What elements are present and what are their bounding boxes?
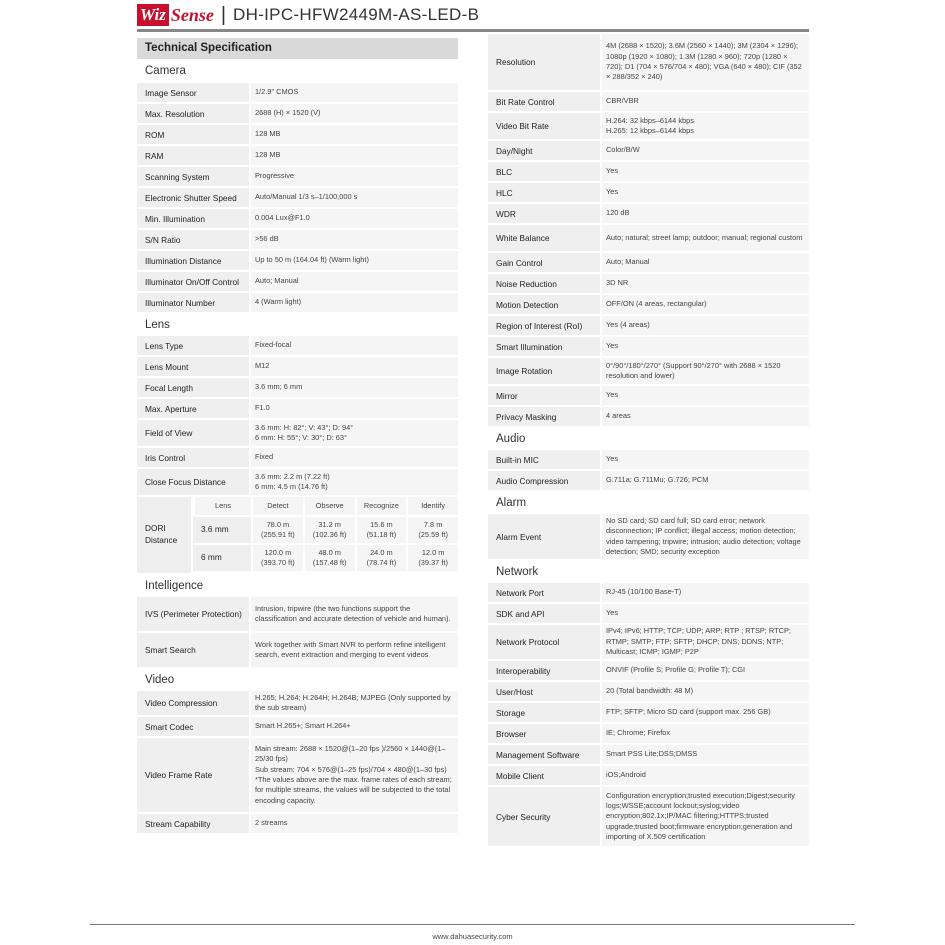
spec-row bbox=[488, 253, 809, 274]
spec-row bbox=[137, 336, 458, 357]
dori-grid bbox=[193, 497, 458, 573]
spec-value: 2 streams bbox=[251, 814, 458, 833]
spec-value: 1/2.9" CMOS bbox=[251, 83, 458, 102]
spec-row bbox=[488, 724, 809, 745]
spec-key: Cyber Security bbox=[488, 787, 600, 846]
spec-key: Lens Type bbox=[137, 336, 249, 355]
spec-value: Auto; Manual bbox=[602, 253, 809, 272]
page-header bbox=[137, 0, 837, 30]
header-divider bbox=[137, 29, 809, 32]
dori-cell: 120.0 m (393.70 ft) bbox=[251, 545, 303, 573]
video-table-right bbox=[488, 34, 809, 428]
model-name: DH-IPC-HFW2449M-AS-LED-B bbox=[233, 5, 480, 24]
spec-key: HLC bbox=[488, 183, 600, 202]
spec-row bbox=[488, 745, 809, 766]
spec-value: Smart PSS Lite;DSS;DMSS bbox=[602, 745, 809, 764]
spec-key: Bit Rate Control bbox=[488, 92, 600, 111]
spec-value: 3.6 mm; 6 mm bbox=[251, 378, 458, 397]
spec-value: Up to 50 m (164.04 ft) (Warm light) bbox=[251, 251, 458, 270]
spec-value: IPv4; IPv6; HTTP; TCP; UDP; ARP; RTP ; RTSP; RTCP; RTMP; SMTP; FTP; SFTP; DHCP; DNS; DDNS; NTP; Multicast; ICMP; IGMP; P2P bbox=[602, 625, 809, 659]
spec-row bbox=[488, 162, 809, 183]
spec-key: White Balance bbox=[488, 225, 600, 251]
spec-key: Min. Illumination bbox=[137, 209, 249, 228]
left-column bbox=[137, 38, 458, 835]
spec-row bbox=[488, 583, 809, 604]
spec-key: Management Software bbox=[488, 745, 600, 764]
spec-value: CBR/VBR bbox=[602, 92, 809, 111]
spec-value: H.265; H.264; H.264H; H.264B; MJPEG (Only supported by the sub stream) bbox=[251, 691, 458, 715]
spec-key: Alarm Event bbox=[488, 514, 600, 559]
spec-row bbox=[488, 34, 809, 92]
dori-cell: 78.0 m (255.91 ft) bbox=[251, 517, 303, 545]
spec-value: 4 areas bbox=[602, 407, 809, 426]
spec-key: Smart Illumination bbox=[488, 337, 600, 356]
spec-row bbox=[488, 386, 809, 407]
spec-value: 4 (Warm light) bbox=[251, 293, 458, 312]
audio-table bbox=[488, 450, 809, 492]
spec-row bbox=[137, 814, 458, 835]
spec-value: 2688 (H) × 1520 (V) bbox=[251, 104, 458, 123]
spec-key: Illuminator Number bbox=[137, 293, 249, 312]
spec-key: Video Bit Rate bbox=[488, 113, 600, 139]
spec-value: Intrusion, tripwire (the two functions support the classification and accurate detection of vehicle and human). bbox=[251, 597, 458, 631]
spec-value: 20 (Total bandwidth: 48 M) bbox=[602, 682, 809, 701]
spec-row bbox=[137, 691, 458, 717]
logo-box: Wiz bbox=[137, 4, 169, 26]
spec-value: ONVIF (Profile S; Profile G; Profile T); CGI bbox=[602, 661, 809, 680]
spec-row bbox=[137, 251, 458, 272]
spec-key: Audio Compression bbox=[488, 471, 600, 490]
spec-value: Yes bbox=[602, 604, 809, 623]
dori-header: Observe bbox=[303, 497, 355, 517]
spec-value: 0°/90°/180°/270° (Support 90°/270° with 2688 × 1520 resolution and lower) bbox=[602, 358, 809, 384]
spec-key: Lens Mount bbox=[137, 357, 249, 376]
spec-row bbox=[488, 358, 809, 386]
spec-row bbox=[137, 104, 458, 125]
spec-row bbox=[137, 717, 458, 738]
spec-key: Network Port bbox=[488, 583, 600, 602]
spec-key: Image Sensor bbox=[137, 83, 249, 102]
dori-label: DORI Distance bbox=[137, 497, 191, 573]
spec-row bbox=[137, 209, 458, 230]
spec-row bbox=[137, 272, 458, 293]
section-alarm: Alarm bbox=[488, 492, 809, 514]
dori-cell: 12.0 m (39.37 ft) bbox=[406, 545, 458, 573]
spec-row bbox=[488, 337, 809, 358]
dori-cell: 7.8 m (25.59 ft) bbox=[406, 517, 458, 545]
camera-table bbox=[137, 83, 458, 314]
spec-row bbox=[488, 625, 809, 661]
spec-key: Max. Aperture bbox=[137, 399, 249, 418]
spec-row bbox=[488, 225, 809, 253]
spec-row bbox=[137, 597, 458, 633]
spec-value: Auto/Manual 1/3 s–1/100,000 s bbox=[251, 188, 458, 207]
spec-row bbox=[137, 420, 458, 448]
spec-value: Smart H.265+; Smart H.264+ bbox=[251, 717, 458, 736]
spec-key: Mobile Client bbox=[488, 766, 600, 785]
spec-value: Yes bbox=[602, 450, 809, 469]
spec-row bbox=[137, 230, 458, 251]
spec-key: Field of View bbox=[137, 420, 249, 446]
spec-row bbox=[488, 604, 809, 625]
spec-value: 120 dB bbox=[602, 204, 809, 223]
spec-key: Motion Detection bbox=[488, 295, 600, 314]
dori-lens: 6 mm bbox=[193, 545, 251, 573]
dori-table bbox=[137, 497, 458, 575]
spec-row bbox=[137, 738, 458, 814]
spec-row bbox=[488, 316, 809, 337]
spec-row bbox=[137, 448, 458, 469]
spec-value: OFF/ON (4 areas, rectangular) bbox=[602, 295, 809, 314]
spec-key: Max. Resolution bbox=[137, 104, 249, 123]
spec-value: 3D NR bbox=[602, 274, 809, 293]
spec-row bbox=[488, 141, 809, 162]
right-column bbox=[488, 34, 809, 848]
spec-key: Video Compression bbox=[137, 691, 249, 715]
spec-value: F1.0 bbox=[251, 399, 458, 418]
spec-row bbox=[488, 450, 809, 471]
spec-value: Yes (4 areas) bbox=[602, 316, 809, 335]
spec-key: Electronic Shutter Speed bbox=[137, 188, 249, 207]
spec-value: Auto; Manual bbox=[251, 272, 458, 291]
spec-value: 3.6 mm: H: 82°; V: 43°; D: 94° 6 mm: H: 55°; V: 30°; D: 63° bbox=[251, 420, 458, 446]
spec-key: Storage bbox=[488, 703, 600, 722]
header-separator: | bbox=[220, 3, 227, 26]
spec-key: Built-in MIC bbox=[488, 450, 600, 469]
spec-row bbox=[137, 378, 458, 399]
spec-key: S/N Ratio bbox=[137, 230, 249, 249]
spec-value: >56 dB bbox=[251, 230, 458, 249]
spec-value: Progressive bbox=[251, 167, 458, 186]
video-table-left bbox=[137, 691, 458, 835]
spec-row bbox=[137, 146, 458, 167]
spec-row bbox=[137, 293, 458, 314]
spec-row bbox=[488, 661, 809, 682]
spec-key: Gain Control bbox=[488, 253, 600, 272]
spec-row bbox=[488, 113, 809, 141]
spec-key: Illuminator On/Off Control bbox=[137, 272, 249, 291]
spec-value: Color/B/W bbox=[602, 141, 809, 160]
spec-row bbox=[137, 399, 458, 420]
spec-key: Interoperability bbox=[488, 661, 600, 680]
spec-row bbox=[488, 407, 809, 428]
spec-key: Resolution bbox=[488, 34, 600, 90]
spec-value: FTP; SFTP; Micro SD card (support max. 256 GB) bbox=[602, 703, 809, 722]
intelligence-table bbox=[137, 597, 458, 669]
spec-row bbox=[137, 633, 458, 669]
spec-row bbox=[137, 167, 458, 188]
spec-row bbox=[488, 471, 809, 492]
spec-value: 0.004 Lux@F1.0 bbox=[251, 209, 458, 228]
dori-header: Detect bbox=[251, 497, 303, 517]
spec-key: Mirror bbox=[488, 386, 600, 405]
dori-cell: 31.2 m (102.36 ft) bbox=[303, 517, 355, 545]
spec-key: Close Focus Distance bbox=[137, 469, 249, 495]
section-network: Network bbox=[488, 561, 809, 583]
spec-value: 128 MB bbox=[251, 125, 458, 144]
brand-logo bbox=[137, 4, 214, 26]
spec-key: ROM bbox=[137, 125, 249, 144]
section-video: Video bbox=[137, 669, 458, 691]
network-table bbox=[488, 583, 809, 848]
spec-row bbox=[488, 787, 809, 848]
dori-cell: 24.0 m (78.74 ft) bbox=[355, 545, 407, 573]
spec-key: Smart Codec bbox=[137, 717, 249, 736]
spec-value: Yes bbox=[602, 183, 809, 202]
section-lens: Lens bbox=[137, 314, 458, 336]
spec-value: RJ-45 (10/100 Base-T) bbox=[602, 583, 809, 602]
spec-key: Day/Night bbox=[488, 141, 600, 160]
spec-value: 128 MB bbox=[251, 146, 458, 165]
spec-key: Stream Capability bbox=[137, 814, 249, 833]
spec-key: IVS (Perimeter Protection) bbox=[137, 597, 249, 631]
spec-value: Work together with Smart NVR to perform refine intelligent search, event extraction and merging to event videos bbox=[251, 633, 458, 667]
spec-key: Region of Interest (RoI) bbox=[488, 316, 600, 335]
spec-key: Focal Length bbox=[137, 378, 249, 397]
logo-text: Sense bbox=[170, 4, 214, 25]
section-intelligence: Intelligence bbox=[137, 575, 458, 597]
dori-cell: 48.0 m (157.48 ft) bbox=[303, 545, 355, 573]
spec-value: Yes bbox=[602, 337, 809, 356]
spec-value: G.711a; G.711Mu; G.726; PCM bbox=[602, 471, 809, 490]
spec-key: Smart Search bbox=[137, 633, 249, 667]
spec-key: User/Host bbox=[488, 682, 600, 701]
spec-row bbox=[488, 703, 809, 724]
dori-cell: 15.6 m (51.18 ft) bbox=[355, 517, 407, 545]
spec-key: RAM bbox=[137, 146, 249, 165]
spec-row bbox=[488, 682, 809, 703]
spec-key: Iris Control bbox=[137, 448, 249, 467]
spec-value: iOS;Android bbox=[602, 766, 809, 785]
spec-key: Image Rotation bbox=[488, 358, 600, 384]
spec-row bbox=[137, 357, 458, 378]
spec-row bbox=[488, 514, 809, 561]
spec-key: Noise Reduction bbox=[488, 274, 600, 293]
spec-value: No SD card; SD card full; SD card error; network disconnection; IP conflict; illegal access; motion detection; video tampering; tripwire; intrusion; audio detection; voltage detection; SMD; security exception bbox=[602, 514, 809, 559]
spec-value: Yes bbox=[602, 162, 809, 181]
alarm-table bbox=[488, 514, 809, 561]
spec-value: IE; Chrome; Firefox bbox=[602, 724, 809, 743]
dori-header: Lens bbox=[193, 497, 251, 517]
spec-value: 4M (2688 × 1520); 3.6M (2560 × 1440); 3M (2304 × 1296); 1080p (1920 × 1080); 1.3M (1280 × 960); 720p (1280 × 720); D1 (704 × 576/704 × 480); VGA (640 × 480); CIF (352 × 288/352 × 240) bbox=[602, 34, 809, 90]
spec-row bbox=[488, 274, 809, 295]
spec-key: Illumination Distance bbox=[137, 251, 249, 270]
spec-value: H.264: 32 kbps–6144 kbps H.265: 12 kbps–6144 kbps bbox=[602, 113, 809, 139]
spec-key: WDR bbox=[488, 204, 600, 223]
spec-value: Yes bbox=[602, 386, 809, 405]
spec-key: SDK and API bbox=[488, 604, 600, 623]
spec-row bbox=[488, 183, 809, 204]
spec-key: Privacy Masking bbox=[488, 407, 600, 426]
spec-key: Network Protocol bbox=[488, 625, 600, 659]
spec-key: Video Frame Rate bbox=[137, 738, 249, 812]
footer-divider bbox=[90, 924, 855, 925]
dori-lens: 3.6 mm bbox=[193, 517, 251, 545]
spec-value: Fixed bbox=[251, 448, 458, 467]
spec-row bbox=[488, 766, 809, 787]
spec-row bbox=[137, 188, 458, 209]
footer-url: www.dahuasecurity.com bbox=[432, 932, 513, 941]
spec-title: Technical Specification bbox=[137, 38, 458, 59]
lens-table bbox=[137, 336, 458, 497]
spec-row bbox=[488, 204, 809, 225]
spec-row bbox=[488, 92, 809, 113]
spec-value: Configuration encryption;trusted execution;Digest;security logs;WSSE;account lockout;syslog;video encryption;802.1x;IP/MAC filtering;HTTPS;trusted upgrade;trusted boot;firmware encryption;generation and importing of X.509 certification bbox=[602, 787, 809, 846]
section-camera: Camera bbox=[137, 59, 458, 83]
dori-header: Recognize bbox=[355, 497, 407, 517]
spec-row bbox=[488, 295, 809, 316]
spec-value: Fixed-focal bbox=[251, 336, 458, 355]
spec-row bbox=[137, 83, 458, 104]
spec-key: Scanning System bbox=[137, 167, 249, 186]
spec-value: Main stream: 2688 × 1520@(1–20 fps )/2560 × 1440@(1–25/30 fps) Sub stream: 704 × 576@(1–25 fps)/704 × 480@(1–30 fps) *The values above are the max. frame rates of each stream; for multiple streams, the values will be subjected to the total encoding capacity. bbox=[251, 738, 458, 812]
spec-row bbox=[137, 125, 458, 146]
spec-row bbox=[137, 469, 458, 497]
spec-value: Auto; natural; street lamp; outdoor; manual; regional custom bbox=[602, 225, 809, 251]
dori-header: Identify bbox=[406, 497, 458, 517]
spec-key: BLC bbox=[488, 162, 600, 181]
spec-value: 3.6 mm: 2.2 m (7.22 ft) 6 mm: 4.5 m (14.76 ft) bbox=[251, 469, 458, 495]
spec-key: Browser bbox=[488, 724, 600, 743]
section-audio: Audio bbox=[488, 428, 809, 450]
spec-value: M12 bbox=[251, 357, 458, 376]
